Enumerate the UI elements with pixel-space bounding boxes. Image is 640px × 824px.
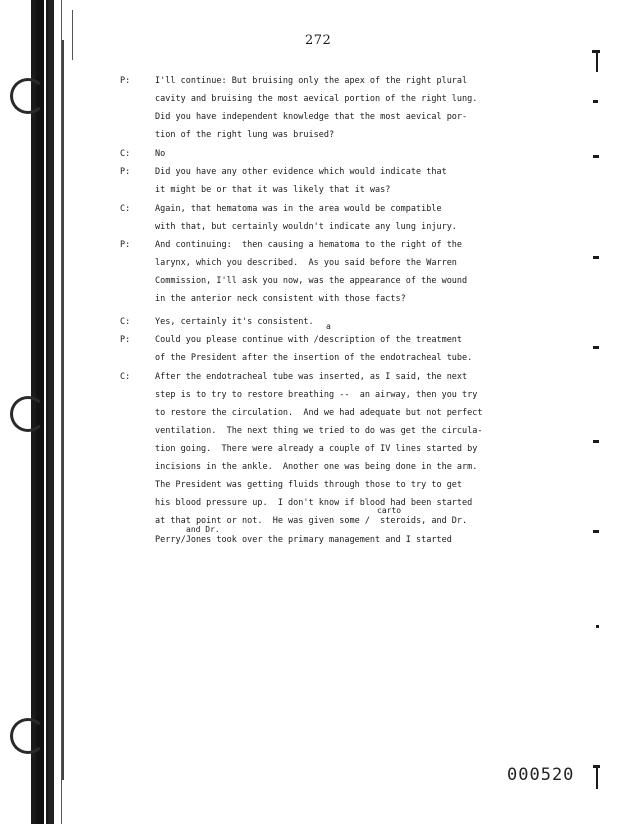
transcript-line: No — [155, 149, 166, 159]
transcript-line: it might be or that it was likely that it was? — [155, 185, 391, 195]
edge-mark — [593, 530, 599, 533]
speaker-label: P: — [120, 76, 131, 86]
transcript-line: tion going. There were already a couple of IV lines started by — [155, 444, 478, 454]
transcript-line: step is to try to restore breathing -- an airway, then you try — [155, 390, 478, 400]
speaker-label: C: — [120, 149, 131, 159]
speaker-label: C: — [120, 317, 131, 327]
transcript-line: The President was getting fluids through those to try to get — [155, 480, 463, 490]
edge-mark — [596, 50, 598, 72]
transcript-line: After the endotracheal tube was inserted, as I said, the next — [155, 372, 468, 382]
speaker-label: P: — [120, 167, 131, 177]
handwritten-insertion: a — [326, 322, 331, 331]
page-number: 272 — [305, 33, 332, 48]
edge-mark — [593, 346, 599, 349]
transcript-line: to restore the circulation. And we had adequate but not perfect — [155, 408, 483, 418]
edge-mark — [593, 155, 599, 158]
binding-bar — [48, 0, 54, 824]
transcript-line: in the anterior neck consistent with those facts? — [155, 294, 406, 304]
edge-mark — [596, 625, 599, 628]
transcript-line: of the President after the insertion of the endotracheal tube. — [155, 353, 473, 363]
edge-mark — [593, 256, 599, 259]
transcript-line: ventilation. The next thing we tried to do was get the circula- — [155, 426, 483, 436]
speaker-label: C: — [120, 372, 131, 382]
transcript-line: And continuing: then causing a hematoma to the right of the — [155, 240, 463, 250]
transcript-line: incisions in the ankle. Another one was being done in the arm. — [155, 462, 478, 472]
edge-mark — [593, 100, 598, 103]
transcript-line: Did you have independent knowledge that the most aevical por- — [155, 112, 468, 122]
transcript-line: I'll continue: But bruising only the apex of the right plural — [155, 76, 468, 86]
punch-hole — [10, 396, 46, 432]
handwritten-insertion: and Dr. — [186, 525, 220, 534]
transcript-line: his blood pressure up. I don't know if blood had been started — [155, 498, 473, 508]
transcript-line: Again, that hematoma was in the area would be compatible — [155, 204, 442, 214]
edge-mark — [596, 765, 598, 789]
transcript-line: tion of the right lung was bruised? — [155, 130, 335, 140]
transcript-line: with that, but certainly wouldn't indicate any lung injury. — [155, 222, 457, 232]
speaker-label: P: — [120, 335, 131, 345]
transcript-line: at that point or not. He was given some / steroids, and Dr. — [155, 516, 468, 526]
punch-hole — [10, 718, 46, 754]
bates-stamp: 000520 — [507, 765, 575, 785]
binding-rule — [72, 10, 73, 60]
transcript-line: Perry/Jones took over the primary management and I started — [155, 535, 452, 545]
handwritten-insertion: carto — [377, 506, 402, 515]
speaker-label: P: — [120, 240, 131, 250]
transcript-line: Could you please continue with /description of the treatment — [155, 335, 463, 345]
edge-mark — [593, 440, 599, 443]
transcript-line: larynx, which you described. As you said before the Warren — [155, 258, 457, 268]
transcript-line: Commission, I'll ask you now, was the appearance of the wound — [155, 276, 468, 286]
transcript-line: Did you have any other evidence which would indicate that — [155, 167, 447, 177]
transcript-line: Yes, certainly it's consistent. — [155, 317, 314, 327]
binding-rule — [62, 40, 64, 780]
speaker-label: C: — [120, 204, 131, 214]
transcript-line: cavity and bruising the most aevical portion of the right lung. — [155, 94, 478, 104]
punch-hole — [10, 78, 46, 114]
